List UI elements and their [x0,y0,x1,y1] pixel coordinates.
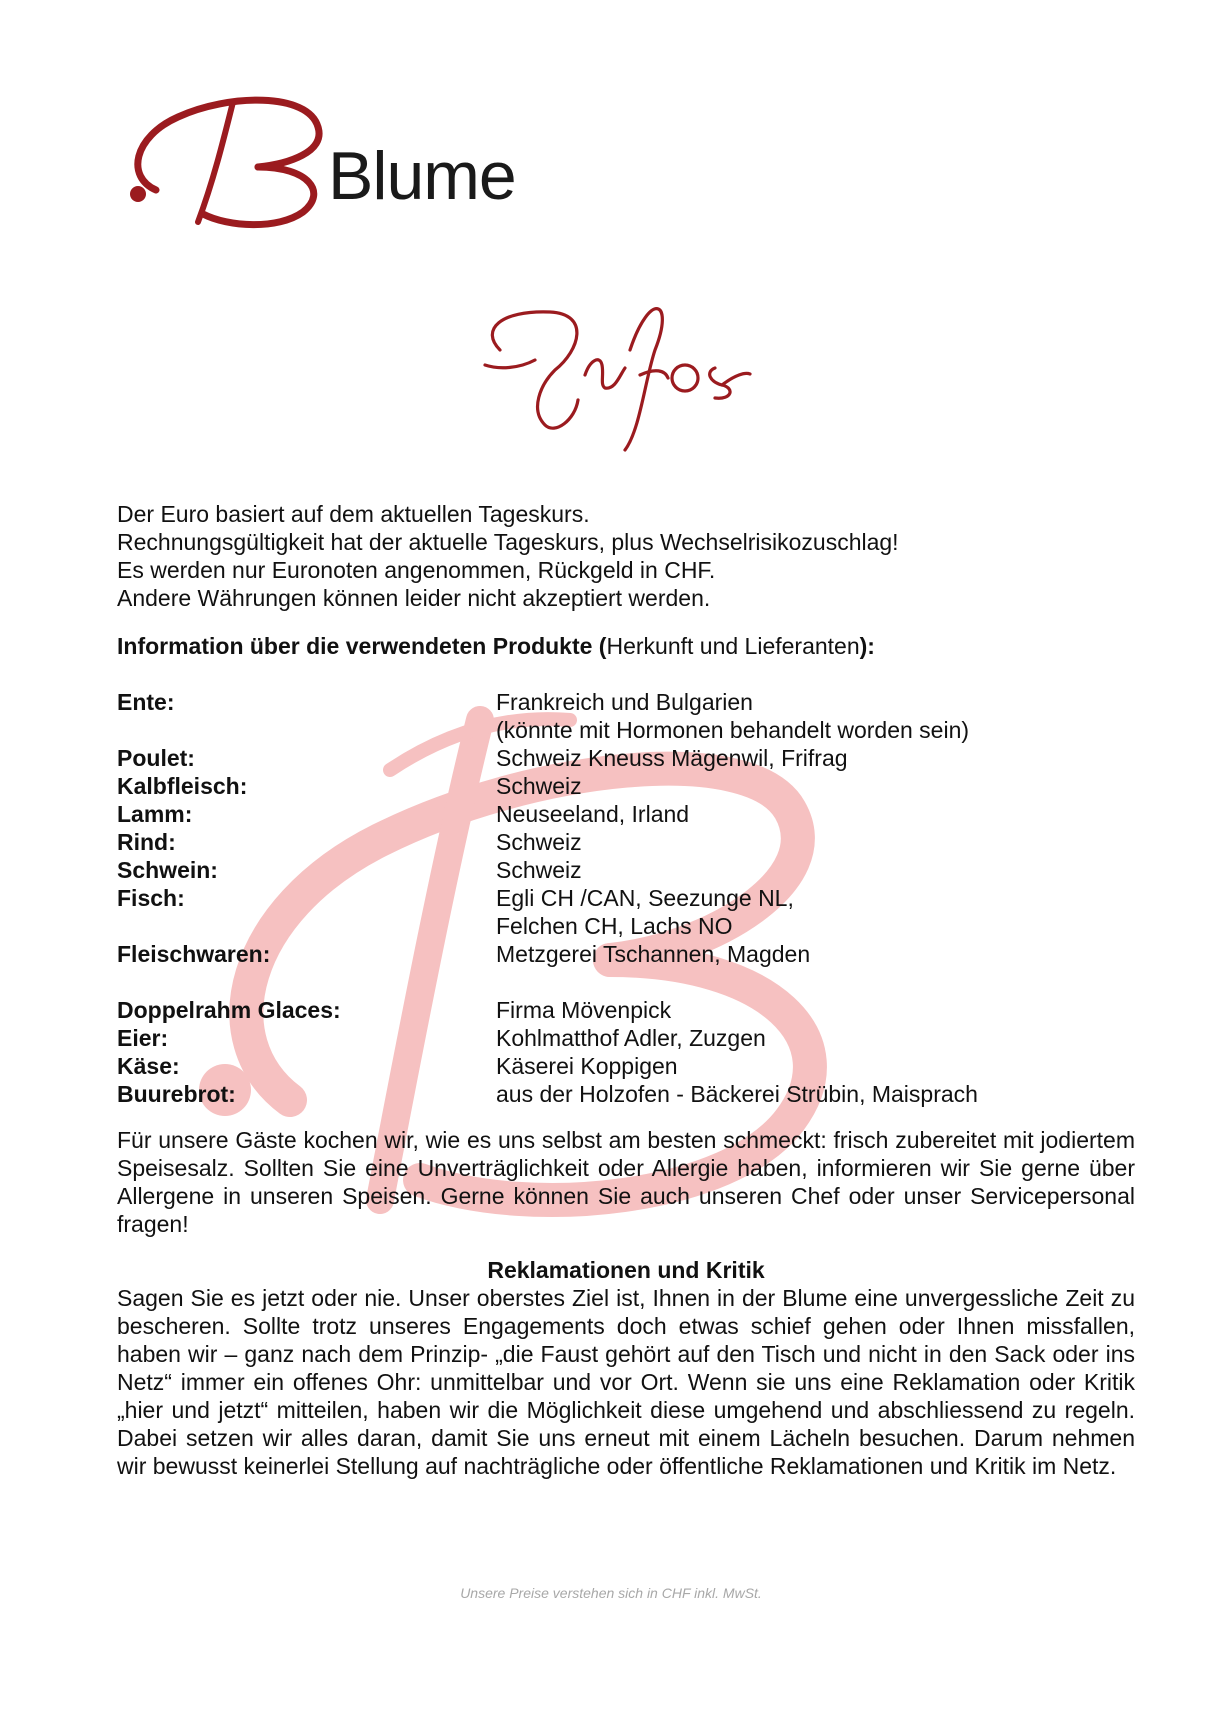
table-row [117,800,1135,828]
complaints-title: Reklamationen und Kritik [487,1257,765,1283]
products-table [117,688,1135,1108]
currency-line: Andere Währungen können leider nicht akzeptiert werden. [117,585,711,611]
product-label: Kalbfleisch: [117,773,248,799]
allergy-paragraph: Für unsere Gäste kochen wir, wie es uns selbst am besten schmeckt: frisch zubereitet mit jodiertem Speisesalz. Sollten Sie eine Unverträglichkeit oder Allergie haben, informieren wir Sie gerne über Allergene in unseren Speisen. Gerne können Sie auch unseren Chef oder unser Servicepersonal fragen! [117,1127,1135,1237]
product-origin: Käserei Koppigen [496,1053,678,1079]
product-label: Fleischwaren: [117,941,271,967]
complaints-paragraph: Sagen Sie es jetzt oder nie. Unser oberstes Ziel ist, Ihnen in der Blume eine unvergessliche Zeit zu bescheren. Sollte trotz unseres Engagements doch etwas schief gehen oder Ihnen missfallen, haben wir – ganz nach dem Prinzip- „die Faust gehört auf den Tisch und nicht in den Sack oder ins Netz“ immer ein offenes Ohr: unmittelbar und vor Ort. Wenn sie uns eine Reklamation oder Kritik „hier und jetzt“ mitteilen, haben wir die Möglichkeit diese umgehend und abschliessend zu regeln. Dabei setzen wir alles daran, damit Sie uns erneut mit einem Lächeln besuchen. Darum nehmen wir bewusst keinerlei Stellung auf nachträgliche oder öffentliche Reklamationen und Kritik im Netz. [117,1285,1135,1479]
product-origin: Neuseeland, Irland [496,801,690,827]
table-row [117,744,1135,772]
products-heading-normal: Herkunft und Lieferanten [606,633,860,659]
table-row [117,996,1135,1024]
currency-info [117,500,1135,612]
products-heading-end: ): [859,633,875,659]
table-row [117,828,1135,856]
logo-b-icon [118,82,348,232]
product-origin: Frankreich und Bulgarien (könnte mit Hormonen behandelt worden sein) [496,689,970,743]
product-origin: Schweiz [496,773,582,799]
infos-title [460,290,780,470]
product-label: Poulet: [117,745,195,771]
table-row [117,1024,1135,1052]
product-label: Doppelrahm Glaces: [117,997,341,1023]
product-label: Rind: [117,829,176,855]
products-heading-bold: Information über die verwendeten Produkte ( [117,633,607,659]
product-origin: Metzgerei Tschannen, Magden [496,941,811,967]
product-origin: Schweiz [496,829,582,855]
product-origin: Firma Mövenpick [496,997,672,1023]
product-origin: Kohlmatthof Adler, Zuzgen [496,1025,766,1051]
table-row [117,856,1135,884]
table-spacer [117,968,1135,996]
content [117,500,1135,1480]
product-origin: aus der Holzofen - Bäckerei Strübin, Maisprach [496,1081,978,1107]
product-label: Ente: [117,689,175,715]
product-label: Buurebrot: [117,1081,236,1107]
products-heading [117,632,1135,660]
product-label: Käse: [117,1053,180,1079]
product-origin: Schweiz [496,857,582,883]
currency-line: Es werden nur Euronoten angenommen, Rückgeld in CHF. [117,557,716,583]
table-row [117,1080,1135,1108]
infos-title-text: Infos [460,290,463,291]
table-row [117,884,1135,940]
table-row [117,688,1135,744]
product-origin: Egli CH /CAN, Seezunge NL, Felchen CH, Lachs NO [496,885,794,939]
footer-note: Unsere Preise verstehen sich in CHF inkl. MwSt. [460,1585,762,1601]
product-origin: Schweiz Kneuss Mägenwil, Frifrag [496,745,848,771]
product-label: Fisch: [117,885,185,911]
table-row [117,772,1135,800]
product-label: Lamm: [117,801,193,827]
logo [118,82,516,232]
currency-line: Der Euro basiert auf dem aktuellen Tageskurs. [117,501,590,527]
table-row [117,1052,1135,1080]
product-label: Eier: [117,1025,169,1051]
table-row [117,940,1135,968]
product-label: Schwein: [117,857,218,883]
logo-wordmark: Blume [328,138,516,214]
currency-line: Rechnungsgültigkeit hat der aktuelle Tageskurs, plus Wechselrisikozuschlag! [117,529,899,555]
